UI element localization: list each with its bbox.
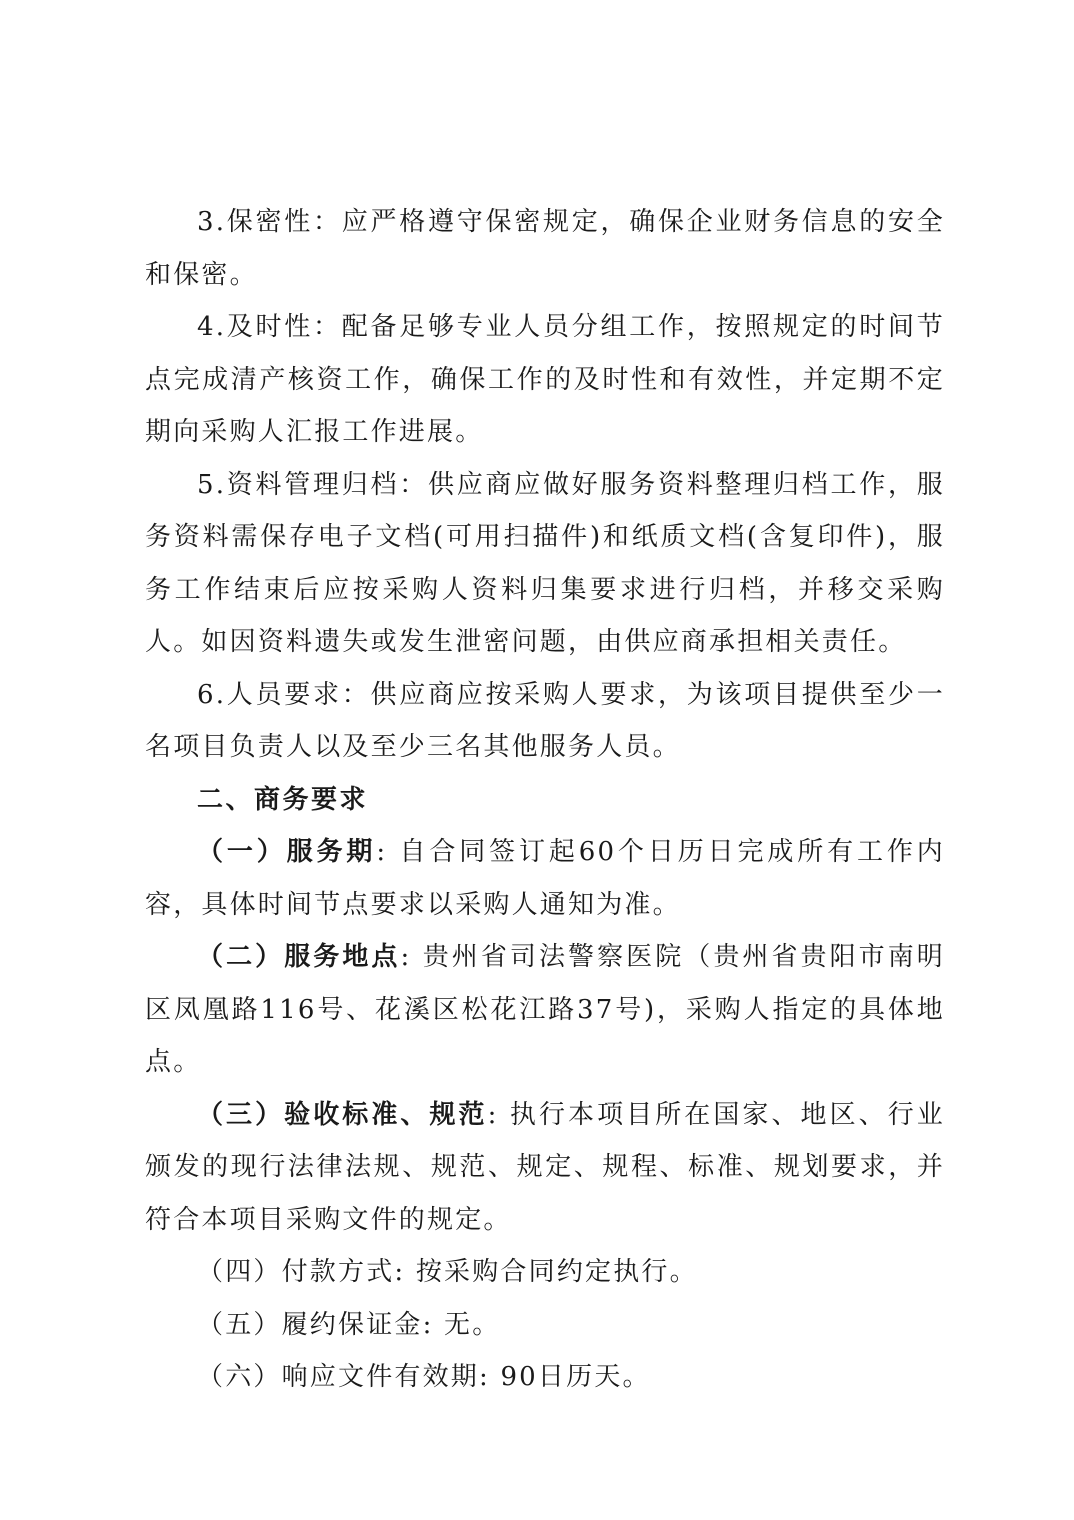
item-label: （四）付款方式 — [197, 1257, 395, 1287]
item-service-location — [145, 931, 945, 1089]
item-label: （五）履约保证金 — [197, 1309, 423, 1340]
paragraph-confidentiality: 3.保密性：应严格遵守保密规定，确保企业财务信息的安全和保密。 — [145, 207, 945, 290]
item-response-validity — [145, 1351, 945, 1404]
document-body — [145, 196, 945, 1404]
paragraph-timeliness: 4.及时性：配备足够专业人员分组工作，按照规定的时间节点完成清产核资工作，确保工作的及时性和有效性，并定期不定期向采购人汇报工作进展。 — [145, 312, 945, 447]
item-label: （三）验收标准、规范 — [197, 1099, 488, 1130]
item-label: （一）服务期 — [197, 837, 377, 867]
item-text: : 执行本项目所在国家、地区、行业颁发的现行法律法规、规范、规定、规程、标准、规划要求，并符合本项目采购文件的规定。 — [145, 1099, 945, 1235]
item-label: （二）服务地点 — [197, 942, 401, 972]
item-text: : 90日历天。 — [479, 1362, 651, 1392]
item-text: : 自合同签订起60个日历日完成所有工作内容，具体时间节点要求以采购人通知为准。 — [145, 837, 946, 920]
item-text: : 无。 — [422, 1309, 501, 1340]
item-label: （六）响应文件有效期 — [197, 1362, 480, 1392]
paragraph-personnel: 6.人员要求：供应商应按采购人要求，为该项目提供至少一名项目负责人以及至少三名其他服务人员。 — [145, 679, 945, 762]
item-payment-method — [145, 1246, 945, 1299]
section-heading-business-requirements: 二、商务要求 — [197, 784, 369, 815]
paragraph-archiving: 5.资料管理归档：供应商应做好服务资料整理归档工作，服务资料需保存电子文档(可用扫描件)和纸质文档(含复印件)，服务工作结束后应按采购人资料归集要求进行归档，并移交采购人。如因资料遗失或发生泄密问题，由供应商承担相关责任。 — [145, 469, 945, 657]
item-service-period — [145, 826, 945, 931]
item-acceptance-standards — [145, 1089, 945, 1247]
item-text: : 贵州省司法警察医院（贵州省贵阳市南明区凤凰路116号、花溪区松花江路37号)，采购人指定的具体地点。 — [145, 942, 946, 1077]
item-text: : 按采购合同约定执行。 — [394, 1257, 698, 1287]
item-performance-bond — [145, 1299, 945, 1352]
